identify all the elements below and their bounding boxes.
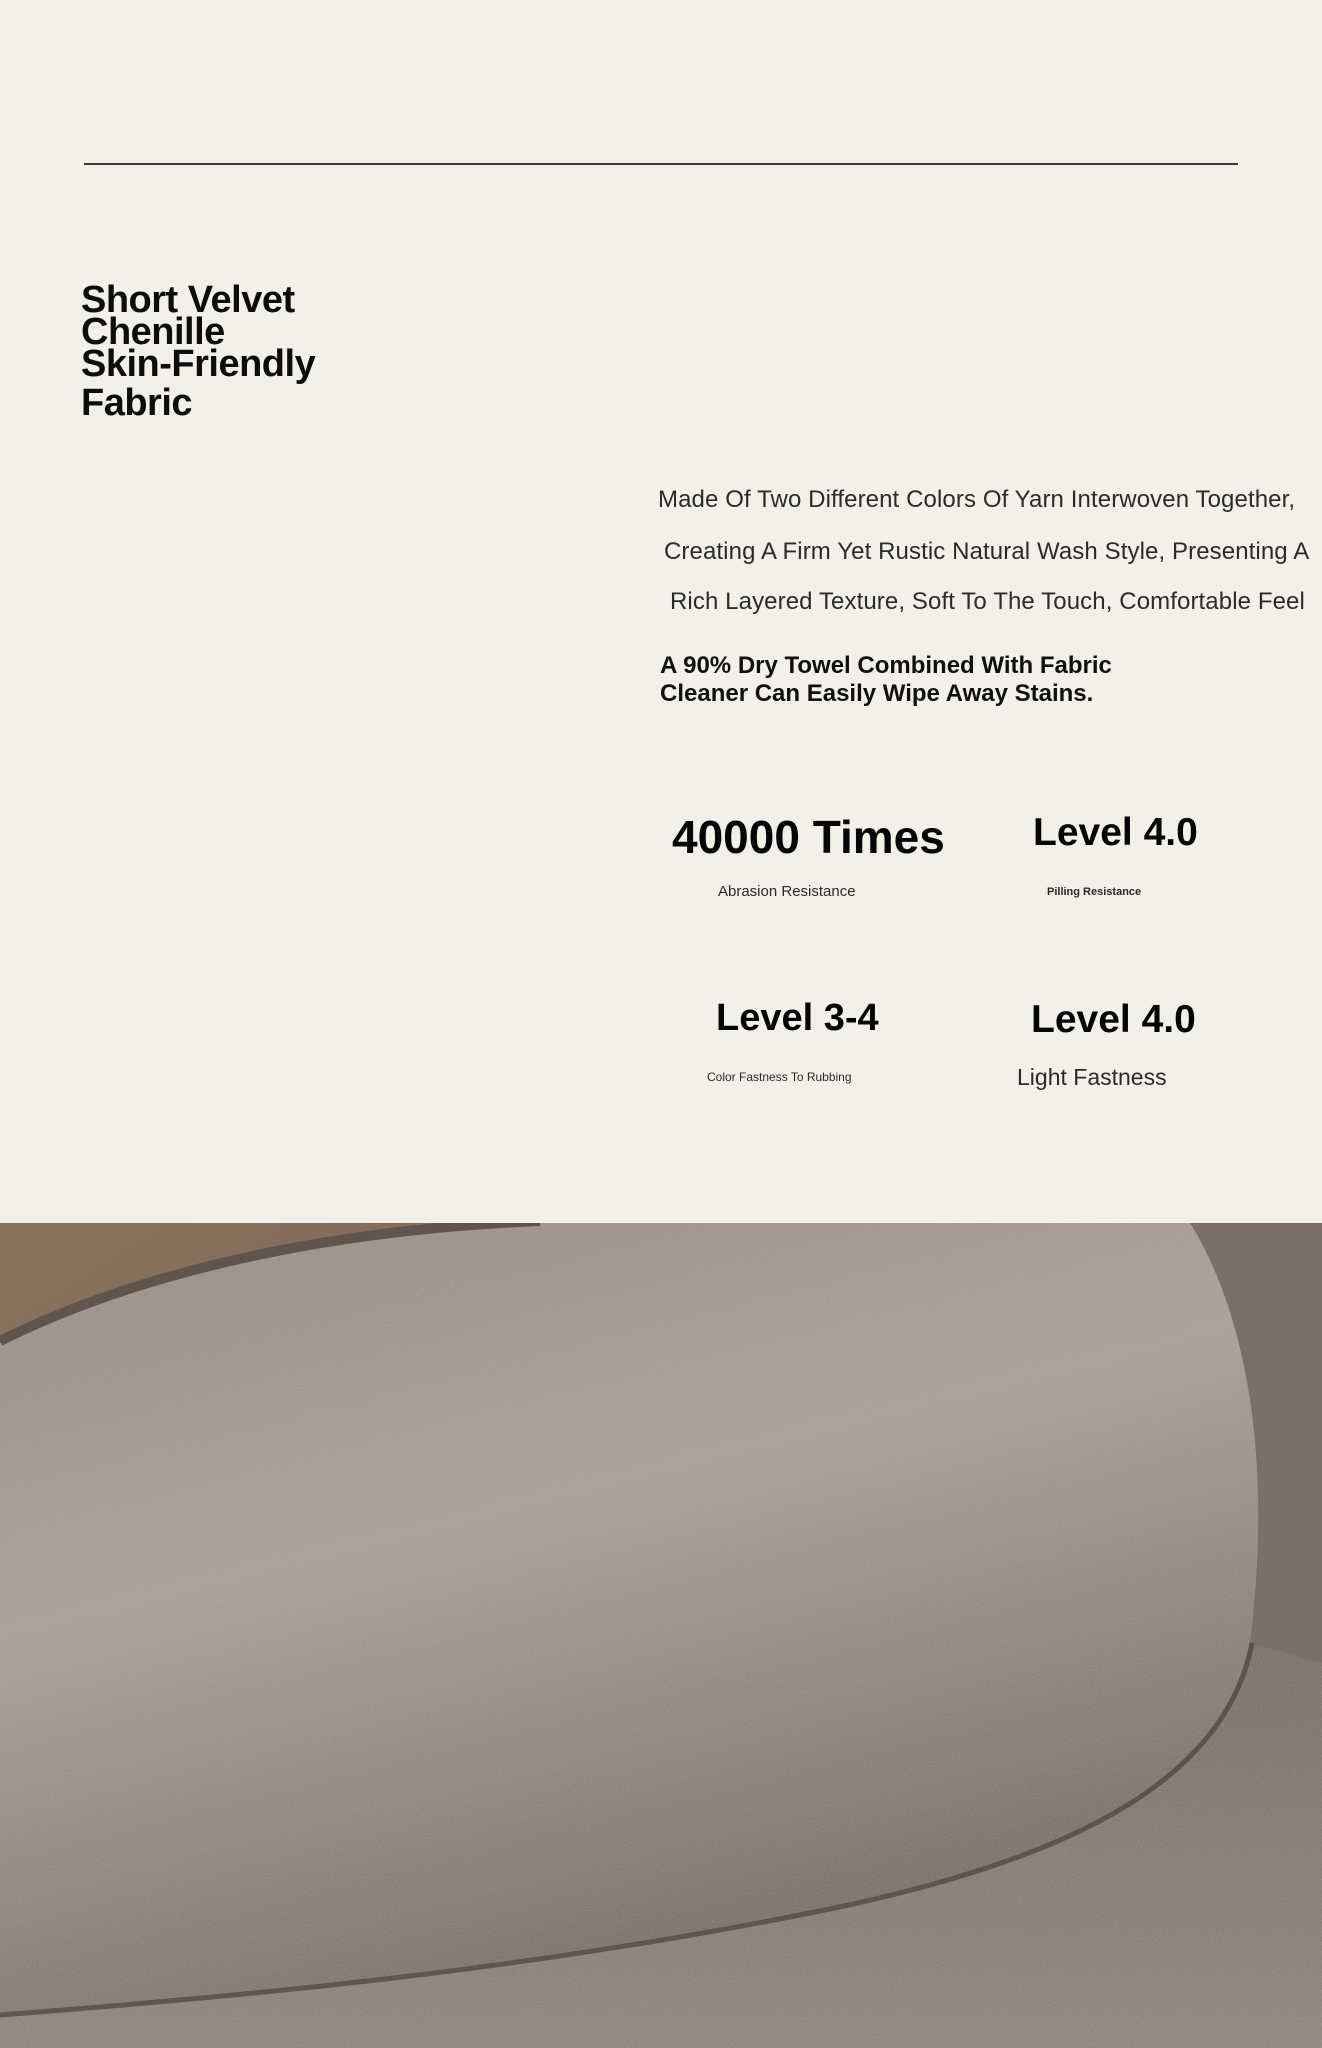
- stat-abrasion-value: 40000 Times: [672, 811, 945, 863]
- description-line-3: Rich Layered Texture, Soft To The Touch, Comfortable Feel: [670, 588, 1305, 615]
- stat-pilling-label: Pilling Resistance: [1047, 886, 1142, 898]
- stat-color-fastness-label: Color Fastness To Rubbing: [707, 1070, 852, 1084]
- stat-pilling-value: Level 4.0: [1033, 811, 1198, 854]
- description-line-2: Creating A Firm Yet Rustic Natural Wash Style, Presenting A: [664, 538, 1310, 565]
- fabric-cushion-photo: [0, 1223, 1322, 2048]
- care-note: [660, 652, 1180, 708]
- care-note-line-1: A 90% Dry Towel Combined With Fabric: [660, 652, 1112, 679]
- stat-light-fastness-label: Light Fastness: [1017, 1064, 1167, 1090]
- headline-line-3: Skin-Friendly: [81, 343, 316, 385]
- stat-light-fastness-value: Level 4.0: [1031, 998, 1196, 1041]
- care-note-line-2: Cleaner Can Easily Wipe Away Stains.: [660, 680, 1094, 707]
- stat-color-fastness-value: Level 3-4: [716, 997, 879, 1039]
- headline-line-2: Chenille: [81, 311, 225, 353]
- headline-line-1: Short Velvet: [81, 279, 295, 321]
- fabric-headline: [81, 279, 411, 424]
- stat-abrasion-label: Abrasion Resistance: [718, 883, 856, 900]
- top-divider: [84, 163, 1238, 165]
- fabric-cushion-illustration: [0, 1223, 1322, 2048]
- headline-line-4: Fabric: [81, 382, 193, 424]
- description-line-1: Made Of Two Different Colors Of Yarn Interwoven Together,: [658, 486, 1296, 513]
